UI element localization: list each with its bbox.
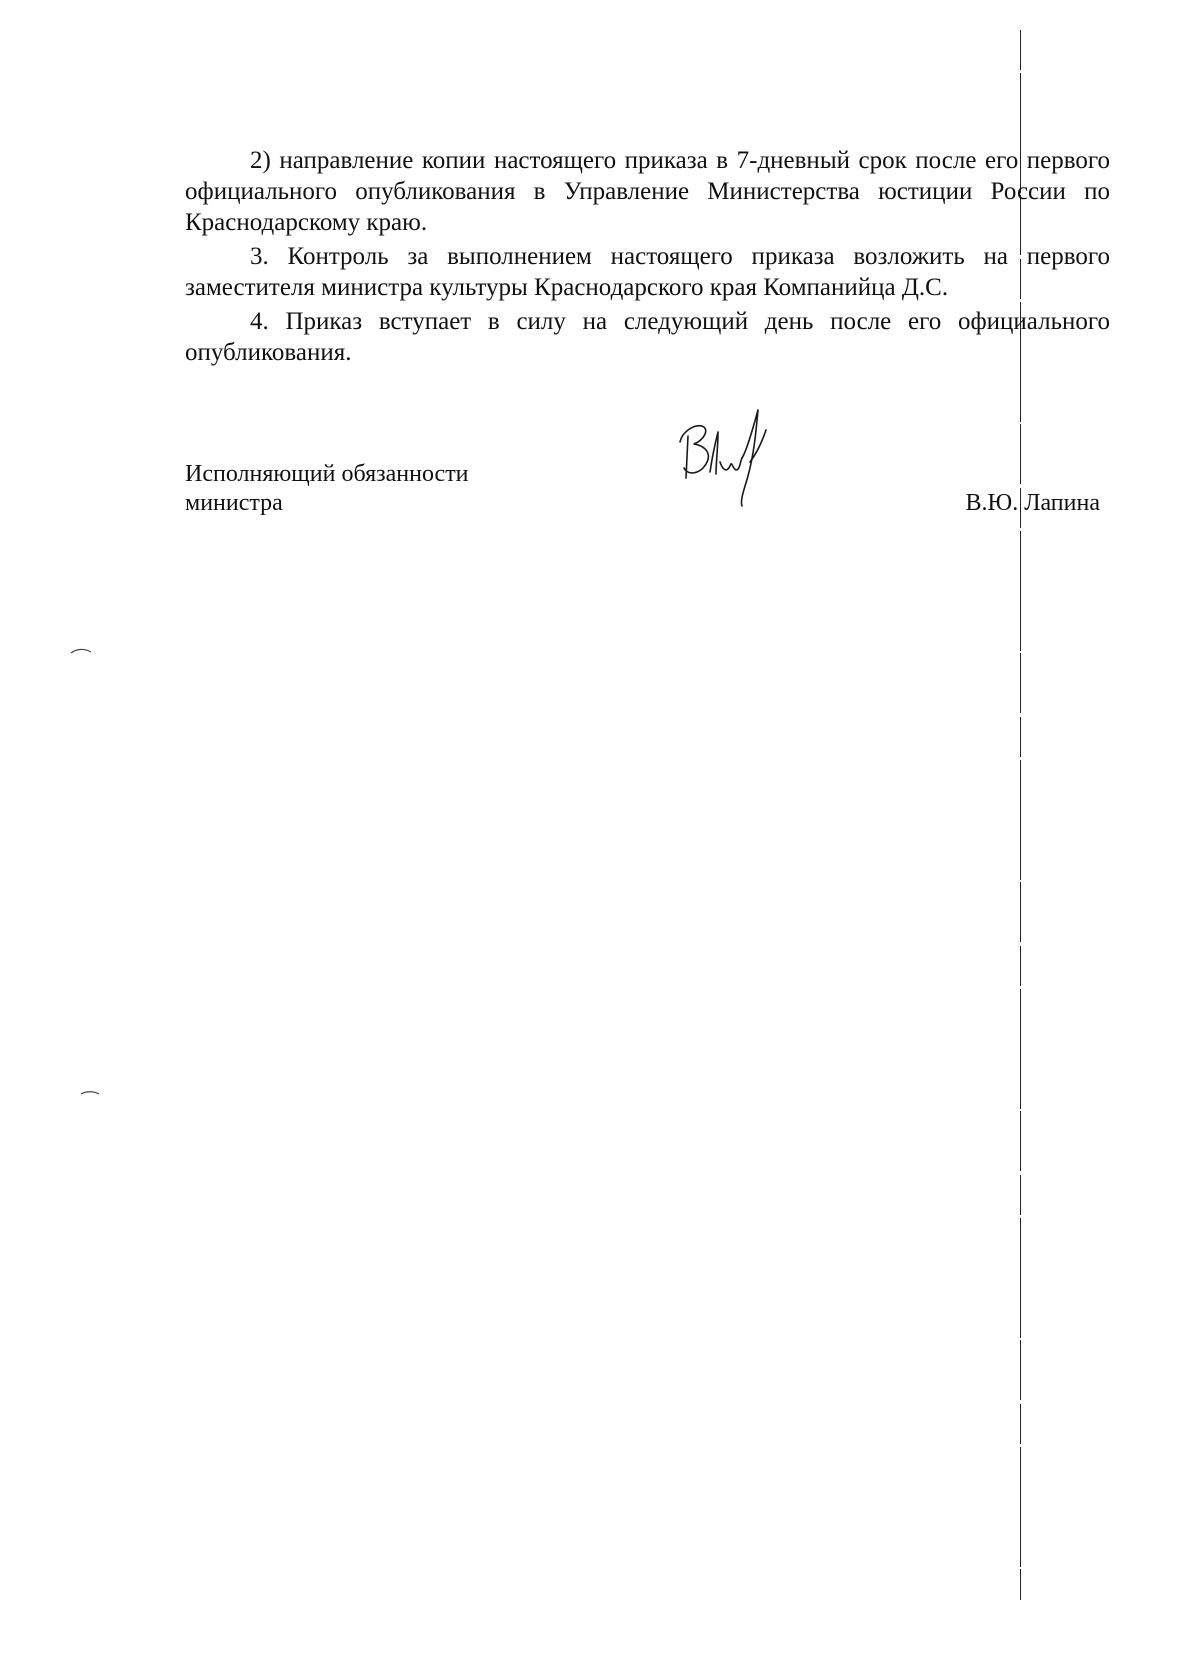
scan-artifact-icon — [80, 1090, 100, 1096]
signatory-title-line2: министра — [185, 490, 283, 516]
signatory-name: В.Ю. Лапина — [965, 490, 1100, 516]
paragraph-2: 2) направление копии настоящего приказа в 7-дневный срок после его первого официального опубликования в Управление Министерства юстиции России по Краснодарскому краю. — [185, 147, 1110, 236]
signatory-title-line1: Исполняющий обязанности — [185, 461, 469, 487]
scan-artifact-icon — [70, 647, 92, 655]
paragraph-4: 4. Приказ вступает в силу на следующий день после его официального опубликования. — [185, 308, 1110, 366]
scan-fold-line-icon — [1020, 30, 1021, 1600]
handwritten-signature-icon — [672, 402, 792, 522]
signatory-title — [185, 460, 469, 518]
paragraph-3: 3. Контроль за выполнением настоящего приказа возложить на первого заместителя министра культуры Краснодарского края Компанийца Д.С. — [185, 243, 1110, 301]
document-body — [185, 145, 1110, 368]
signature-block — [185, 460, 1110, 530]
